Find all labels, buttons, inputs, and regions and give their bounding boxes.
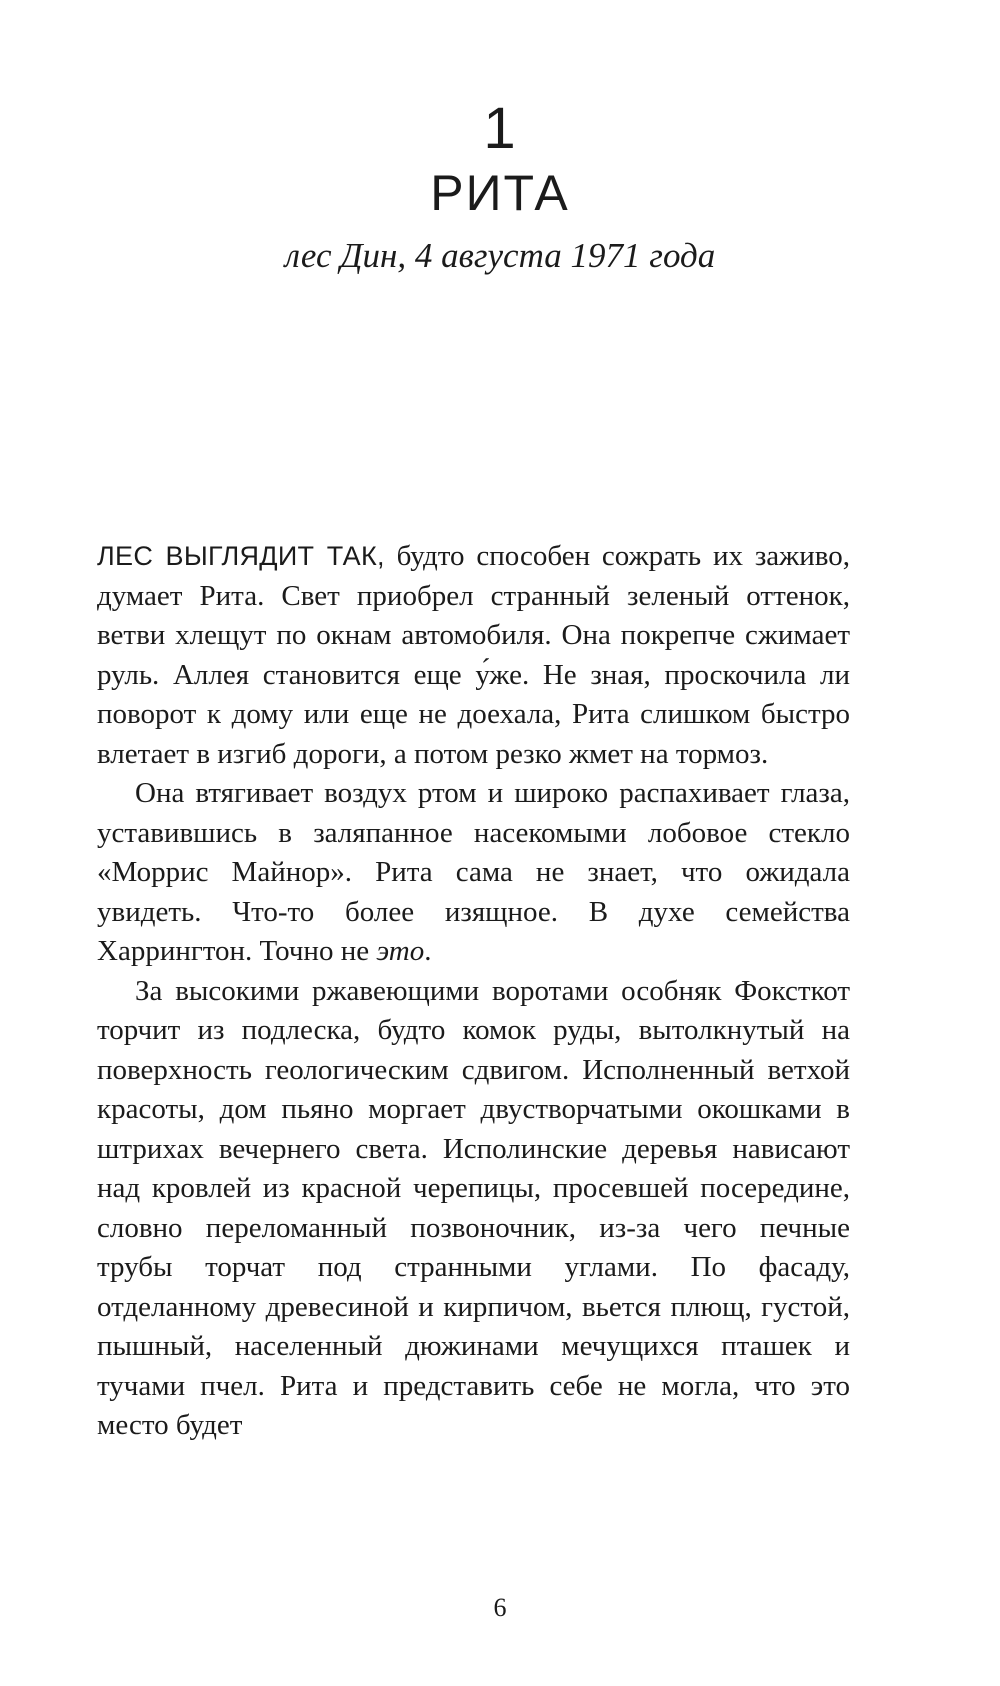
page-number: 6 <box>493 1593 507 1622</box>
paragraph-text: За высокими ржавеющими воротами особняк Фоксткот торчит из подлеска, будто комок руды, вытолкнутый на поверхность геологическим сдвигом. Исполненный ветхой красоты, дом пьяно моргает двустворчатыми окошками в штрихах вечернего света. Исполинские деревья нависают над кровлей из красной черепицы, просевшей посередине, словно переломанный позвоночник, из-за чего печные трубы торчат под странными углами. По фасаду, отделанному древесиной и кирпичом, вьется плющ, густой, пышный, населенный дюжинами мечущихся пташек и тучами пчел. Рита и представить себе не могла, что это место будет <box>97 974 850 1441</box>
paragraph-text: Она втягивает воздух ртом и широко распахивает глаза, уставившись в заляпанное насекомыми лобовое стекло «Моррис Майнор». Рита сама не знает, что ожидала увидеть. Что-то более изящное. В духе семейства Харрингтон. Точно не <box>97 777 850 967</box>
chapter-number: 1 <box>483 96 517 161</box>
body-text <box>97 537 850 1446</box>
paragraph <box>97 537 850 774</box>
paragraph <box>97 774 850 972</box>
paragraph <box>97 972 850 1446</box>
chapter-title: РИТА <box>430 165 570 221</box>
paragraph-text: будто способен сожрать их заживо, думает Рита. Свет приобрел странный зеленый оттенок, ветви хлещут по окнам автомобиля. Она покрепче сжимает руль. Аллея становится еще у́же. Не зная, проскочила ли поворот к дому или еще не доехала, Рита слишком быстро влетает в изгиб дороги, а потом резко жмет на тормоз. <box>97 540 850 770</box>
lead-in: ЛЕС ВЫГЛЯДИТ ТАК, <box>97 541 385 571</box>
chapter-subtitle: лес Дин, 4 августа 1971 года <box>284 236 716 275</box>
paragraph-tail: . <box>424 935 432 967</box>
emphasis-text: это <box>376 935 425 967</box>
